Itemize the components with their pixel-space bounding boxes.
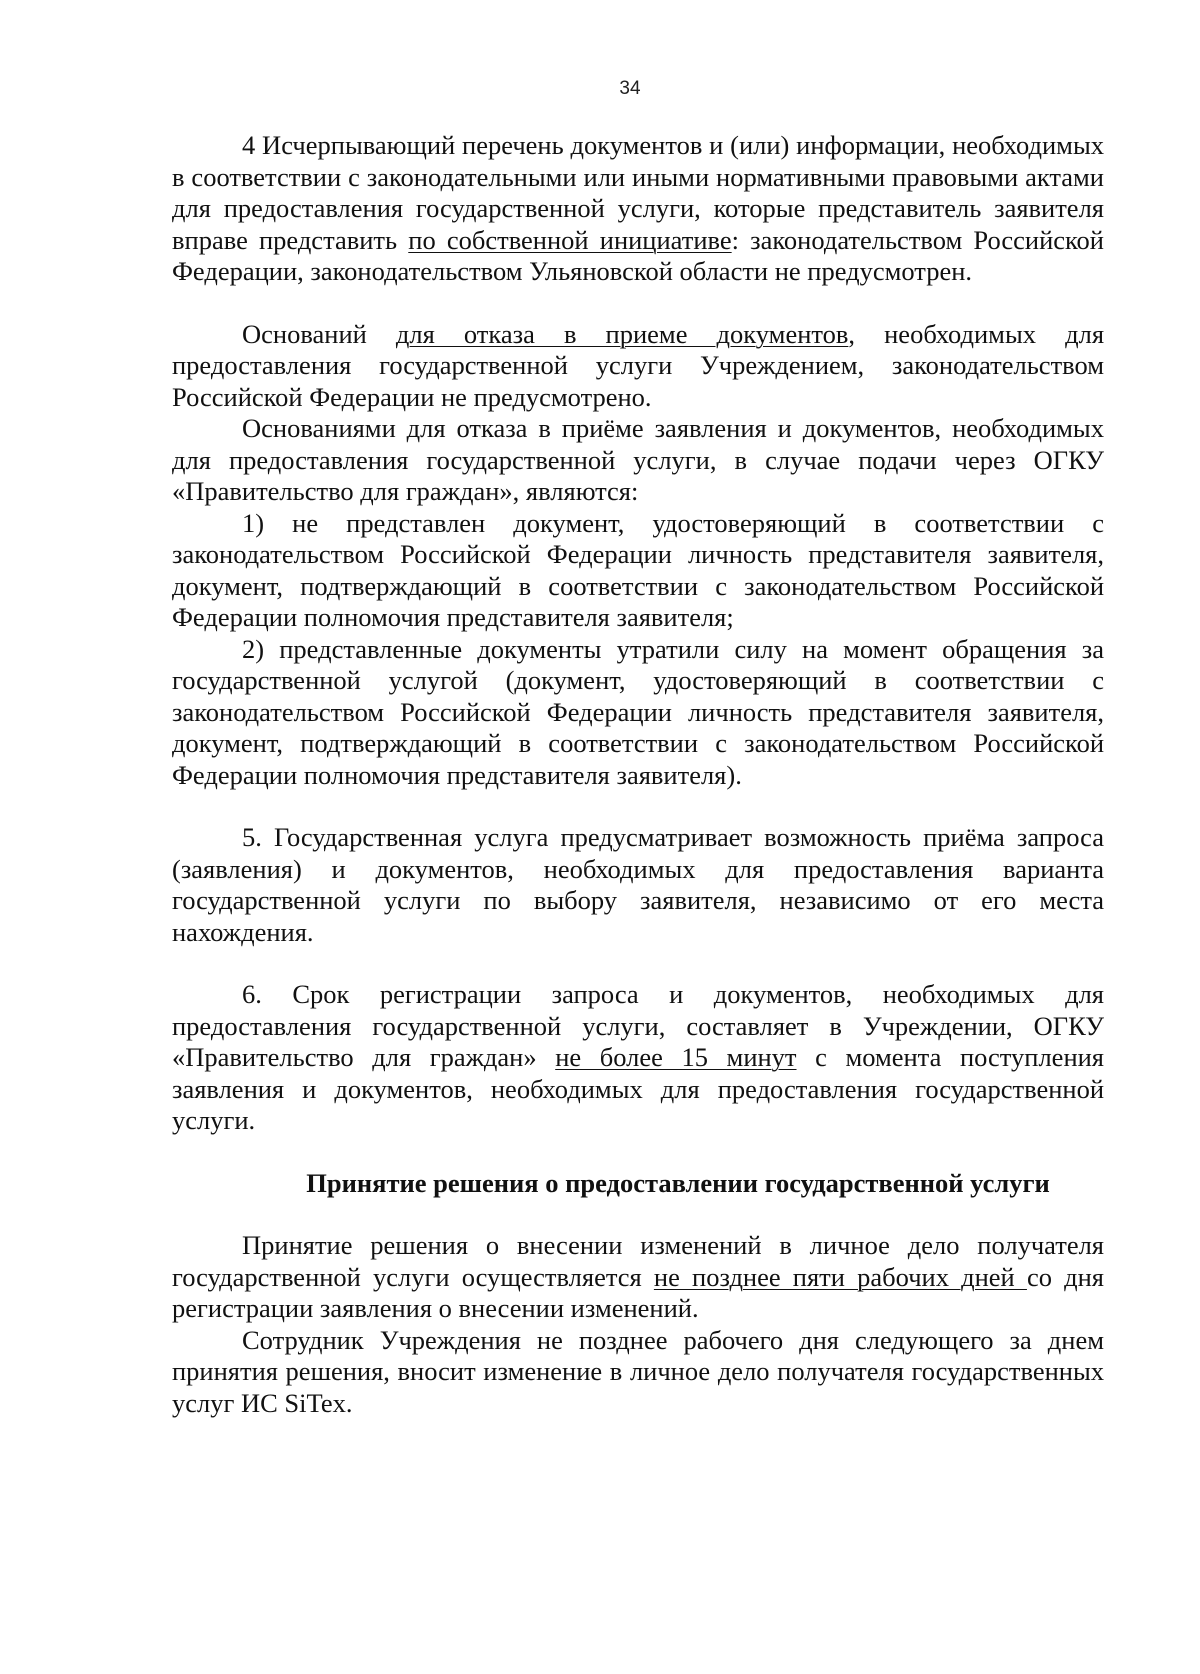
decision-paragraph-1 — [172, 1230, 1104, 1325]
section-6-lead: 6. Срок регистрации запроса и документов, необходимых для предоставления государственной услуги, составляет в Учреждении, ОГКУ «Правительство для граждан» — [172, 979, 1104, 1072]
page-number: 34 — [619, 78, 641, 99]
section-6-underlined: не более 15 минут — [555, 1042, 797, 1072]
ogku-grounds-item-2: 2) представленные документы утратили силу на момент обращения за государственной услугой (документ, удостоверяющий в соответствии с законодательством Российской Федерации личность представителя заявителя, документ, подтверждающий в соответствии с законодательством Российской Федерации полномочия представителя заявителя). — [172, 633, 1104, 790]
section-4-lead: 4 Исчерпывающий перечень документов и (или) информации, необходимых в соответствии с законодательными или иными нормативными правовыми актами для предоставления государственной услуги, которые представитель заявителя вправе представить — [172, 130, 1104, 255]
refusal-grounds-lead: Оснований — [242, 318, 396, 349]
section-6-paragraph — [172, 979, 1104, 1137]
spacer — [172, 1137, 1104, 1168]
spacer — [172, 948, 1104, 979]
decision-heading: Принятие решения о предоставлении государственной услуги — [306, 1167, 1050, 1198]
section-6-tail: с момента поступления заявления и документов, необходимых для предоставления государственной услуги. — [172, 1042, 1104, 1135]
refusal-grounds-tail: , необходимых для предоставления государственной услуги Учреждением, законодательством Российской Федерации не предусмотрено. — [172, 318, 1105, 412]
spacer — [172, 791, 1104, 822]
decision-paragraph-1-underlined: не позднее пяти рабочих дней — [653, 1261, 1027, 1292]
spacer — [172, 288, 1104, 319]
section-4-underlined: по собственной инициативе — [408, 224, 732, 255]
refusal-grounds-underlined: для отказа в приеме документов — [395, 318, 849, 349]
spacer — [172, 1199, 1104, 1230]
section-4-paragraph — [172, 130, 1104, 288]
section-5-paragraph: 5. Государственная услуга предусматривает возможность приёма запроса (заявления) и документов, необходимых для предоставления варианта государственной услуги по выбору заявителя, независимо от его места нахождения. — [172, 822, 1104, 947]
decision-paragraph-2: Сотрудник Учреждения не позднее рабочего дня следующего за днем принятия решения, вносит изменение в личное дело получателя государственных услуг ИС SiTex. — [172, 1324, 1104, 1418]
decision-paragraph-1-tail: со дня регистрации заявления о внесении изменений. — [172, 1261, 1104, 1323]
ogku-grounds-item-1: 1) не представлен документ, удостоверяющий в соответствии с законодательством Российской Федерации личность представителя заявителя, документ, подтверждающий в соответствии с законодательством Российской Федерации полномочия представителя заявителя; — [172, 507, 1104, 632]
refusal-grounds-paragraph — [172, 319, 1104, 414]
section-4-tail: : законодательством Российской Федерации, законодательством Ульяновской области не предусмотрен. — [172, 224, 1104, 286]
document-body — [172, 130, 1104, 1419]
decision-paragraph-1-lead: Принятие решения о внесении изменений в личное дело получателя государственной услуги осуществляется — [172, 1230, 1104, 1292]
ogku-grounds-intro: Основаниями для отказа в приёме заявления и документов, необходимых для предоставления государственной услуги, в случае подачи через ОГКУ «Правительство для граждан», являются: — [172, 413, 1104, 506]
